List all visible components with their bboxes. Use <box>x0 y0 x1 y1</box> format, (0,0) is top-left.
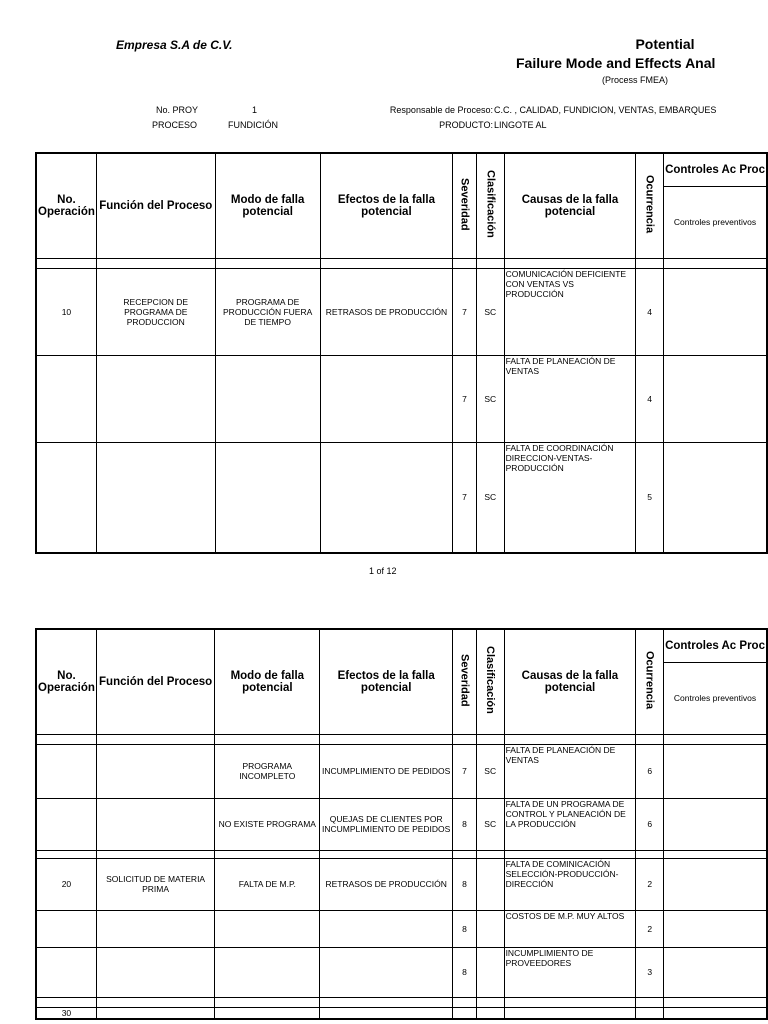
failure-effect: RETRASOS DE PRODUCCIÓN <box>320 268 452 355</box>
occurrence-value: 5 <box>636 442 664 553</box>
classification-value <box>476 947 504 997</box>
severity-value: 7 <box>453 355 477 442</box>
document-title: Potential <box>635 36 695 52</box>
occurrence-value: 6 <box>636 744 664 798</box>
col-severidad: Severidad <box>458 653 471 707</box>
col-causas: Causas de la falla potencial <box>504 153 636 258</box>
failure-effect <box>320 910 453 947</box>
process-function <box>96 910 214 947</box>
col-funcion: Función del Proceso <box>96 629 214 734</box>
failure-mode <box>215 355 320 442</box>
process-function <box>96 798 214 850</box>
failure-mode <box>215 442 320 553</box>
classification-value <box>476 858 504 910</box>
table-row <box>36 744 767 798</box>
failure-mode: NO EXISTE PROGRAMA <box>215 798 320 850</box>
company-name: Empresa S.A de C.V. <box>116 38 233 52</box>
failure-mode <box>215 910 320 947</box>
severity-value: 7 <box>453 442 477 553</box>
process-function <box>96 442 215 553</box>
col-severidad: Severidad <box>458 177 471 231</box>
failure-cause: FALTA DE COORDINACIÓN DIRECCION-VENTAS-PRODUCCIÓN <box>504 442 636 553</box>
table-row <box>36 910 767 947</box>
failure-cause: FALTA DE PLANEACIÓN DE VENTAS <box>504 355 636 442</box>
responsable-label: Responsable de Proceso: <box>389 105 493 115</box>
table-row <box>36 268 767 355</box>
failure-cause: FALTA DE UN PROGRAMA DE CONTROL Y PLANEACIÓN DE LA PRODUCCIÓN <box>504 798 636 850</box>
occurrence-value: 2 <box>636 858 664 910</box>
process-function <box>96 744 214 798</box>
failure-cause <box>504 1007 636 1019</box>
severity-value: 7 <box>453 268 477 355</box>
process-function: RECEPCION DE PROGRAMA DE PRODUCCION <box>96 268 215 355</box>
responsable-value: C.C. , CALIDAD, FUNDICION, VENTAS, EMBARQUES <box>494 105 717 115</box>
table-row <box>36 798 767 850</box>
table-row <box>36 442 767 553</box>
col-efectos: Efectos de la falla potencial <box>320 153 452 258</box>
col-modo-falla: Modo de falla potencial <box>215 153 320 258</box>
classification-value: SC <box>476 355 504 442</box>
severity-value: 8 <box>453 910 477 947</box>
operation-number <box>36 910 96 947</box>
operation-number: 30 <box>36 1007 96 1019</box>
proceso-value: FUNDICIÓN <box>228 120 278 130</box>
col-ocurrencia: Ocurrencia <box>643 175 656 234</box>
process-function <box>96 355 215 442</box>
operation-number <box>36 744 96 798</box>
severity-value: 8 <box>453 947 477 997</box>
occurrence-value: 4 <box>636 355 664 442</box>
classification-value: SC <box>476 798 504 850</box>
col-causas: Causas de la falla potencial <box>504 629 636 734</box>
occurrence-value: 6 <box>636 798 664 850</box>
failure-cause: FALTA DE COMINICACIÓN SELECCIÓN-PRODUCCIÓN-DIRECCIÓN <box>504 858 636 910</box>
proceso-label: PROCESO <box>152 120 198 130</box>
table-row <box>36 355 767 442</box>
failure-mode <box>215 947 320 997</box>
col-no-operacion: No. Operación <box>36 153 96 258</box>
no-proy-value: 1 <box>252 105 258 115</box>
col-clasificacion: Clasificación <box>484 170 497 239</box>
table-row <box>36 858 767 910</box>
col-ocurrencia: Ocurrencia <box>643 651 656 710</box>
failure-mode <box>215 1007 320 1019</box>
producto-value: LINGOTE AL <box>494 120 547 130</box>
classification-value <box>476 910 504 947</box>
producto-label: PRODUCTO: <box>439 120 493 130</box>
failure-effect <box>320 1007 453 1019</box>
document-type: (Process FMEA) <box>601 75 668 85</box>
classification-value: SC <box>476 442 504 553</box>
classification-value: SC <box>476 744 504 798</box>
col-controles-preventivos: Controles preventivos <box>664 662 767 734</box>
col-clasificacion: Clasificación <box>484 646 497 715</box>
page-number: 1 of 12 <box>369 566 397 576</box>
process-function <box>96 947 214 997</box>
operation-number <box>36 798 96 850</box>
col-controles-preventivos: Controles preventivos <box>664 186 767 258</box>
table-row <box>36 1007 767 1019</box>
col-efectos: Efectos de la falla potencial <box>320 629 453 734</box>
failure-effect: QUEJAS DE CLIENTES POR INCUMPLIMIENTO DE PEDIDOS <box>320 798 453 850</box>
operation-number: 20 <box>36 858 96 910</box>
col-no-operacion: No. Operación <box>36 629 96 734</box>
severity-value <box>453 1007 477 1019</box>
col-controles: Controles Ac Proc <box>664 153 767 186</box>
failure-effect <box>320 442 452 553</box>
failure-mode: FALTA DE M.P. <box>215 858 320 910</box>
occurrence-value: 3 <box>636 947 664 997</box>
process-function: SOLICITUD DE MATERIA PRIMA <box>96 858 214 910</box>
col-modo-falla: Modo de falla potencial <box>215 629 320 734</box>
table-row <box>36 947 767 997</box>
failure-effect <box>320 355 452 442</box>
failure-cause: FALTA DE PLANEACIÓN DE VENTAS <box>504 744 636 798</box>
severity-value: 8 <box>453 798 477 850</box>
failure-cause: COMUNICACIÓN DEFICIENTE CON VENTAS VS PRODUCCIÓN <box>504 268 636 355</box>
no-proy-label: No. PROY <box>156 105 199 115</box>
failure-mode: PROGRAMA DE PRODUCCIÓN FUERA DE TIEMPO <box>215 268 320 355</box>
operation-number <box>36 947 96 997</box>
failure-effect: INCUMPLIMIENTO DE PEDIDOS <box>320 744 453 798</box>
failure-cause: INCUMPLIMIENTO DE PROVEEDORES <box>504 947 636 997</box>
failure-cause: COSTOS DE M.P. MUY ALTOS <box>504 910 636 947</box>
failure-mode: PROGRAMA INCOMPLETO <box>215 744 320 798</box>
severity-value: 8 <box>453 858 477 910</box>
process-function <box>96 1007 214 1019</box>
occurrence-value: 2 <box>636 910 664 947</box>
failure-effect: RETRASOS DE PRODUCCIÓN <box>320 858 453 910</box>
fmea-table-1 <box>35 152 768 554</box>
operation-number <box>36 442 96 553</box>
document-subtitle: Failure Mode and Effects Anal <box>516 55 716 71</box>
operation-number <box>36 355 96 442</box>
fmea-table-2 <box>35 628 768 1020</box>
classification-value <box>476 1007 504 1019</box>
occurrence-value: 4 <box>636 268 664 355</box>
operation-number: 10 <box>36 268 96 355</box>
col-controles: Controles Ac Proc <box>664 629 767 662</box>
classification-value: SC <box>476 268 504 355</box>
occurrence-value <box>636 1007 664 1019</box>
failure-effect <box>320 947 453 997</box>
col-funcion: Función del Proceso <box>96 153 215 258</box>
severity-value: 7 <box>453 744 477 798</box>
